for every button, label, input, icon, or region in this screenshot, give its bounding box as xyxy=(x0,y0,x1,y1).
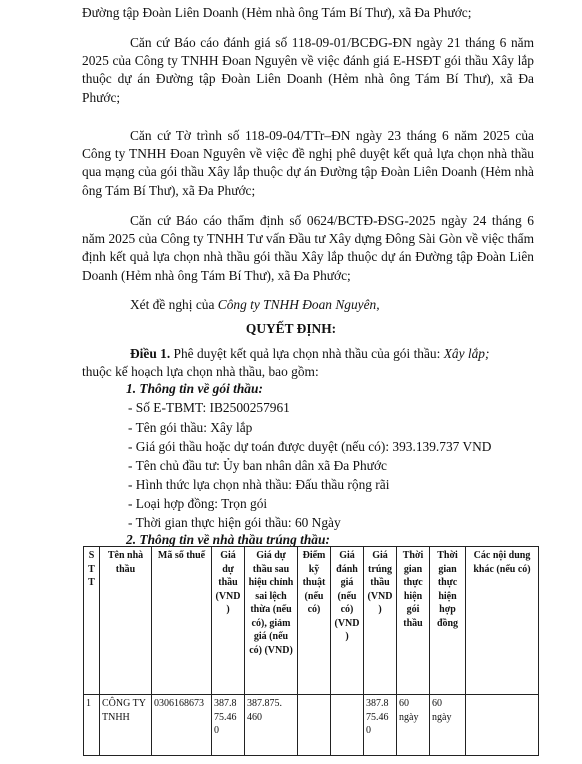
header-bid-price: Giá dự thầu (VND ) xyxy=(212,547,245,695)
list-item: - Giá gói thầu hoặc dự toán được duyệt (nếu có): 393.139.737 VND xyxy=(128,439,492,454)
article-1-line-2: thuộc kế hoạch lựa chọn nhà thầu, bao gồm: xyxy=(82,364,319,379)
table-row xyxy=(84,695,539,756)
header-bidder-name: Tên nhà thầu xyxy=(100,547,152,695)
section-2-title: 2. Thông tin về nhà thầu trúng thầu: xyxy=(126,532,330,547)
header-package-duration: Thời gian thực hiện gói thầu xyxy=(397,547,430,695)
header-contract-duration: Thời gian thực hiện hợp đồng xyxy=(430,547,466,695)
proposal-line xyxy=(130,296,380,314)
table-header-row xyxy=(84,547,539,695)
decision-title: QUYẾT ĐỊNH: xyxy=(245,321,337,336)
list-item: - Tên gói thầu: Xây lắp xyxy=(128,420,253,435)
header-technical-score: Điểm kỹ thuật (nếu có) xyxy=(298,547,331,695)
list-item: - Loại hợp đồng: Trọn gói xyxy=(128,496,268,511)
basis-paragraph-2: Căn cứ Tờ trình số 118-09-04/TTr–ĐN ngày 23 tháng 6 năm 2025 của Công ty TNHH Đoan Nguyên về việc đề nghị phê duyệt kết quả lựa chọn nhà thầu qua mạng của gói thầu Xây lắp thuộc dự án Đường tập Đoàn Liên Doanh (Hẻm nhà ông Tám Bí Thư), xã Đa Phước; xyxy=(82,128,534,198)
article-package: Xây lắp; xyxy=(443,346,490,361)
proposal-company: Công ty TNHH Đoan Nguyên, xyxy=(217,297,380,312)
list-item: - Số E-TBMT: IB2500257961 xyxy=(128,400,290,415)
article-text: Phê duyệt kết quả lựa chọn nhà thầu của gói thầu: xyxy=(170,346,444,361)
cell-stt: 1 xyxy=(84,695,100,756)
intro-tail: Đường tập Đoàn Liên Doanh (Hẻm nhà ông Tám Bí Thư), xã Đa Phước; xyxy=(82,5,472,20)
article-label: Điều 1. xyxy=(130,346,171,361)
list-item: - Hình thức lựa chọn nhà thầu: Đấu thầu rộng rãi xyxy=(128,477,390,492)
cell-other-content xyxy=(466,695,539,756)
cell-bid-price: 387.8 75.46 0 xyxy=(212,695,245,756)
cell-adjusted-bid-price: 387.875. 460 xyxy=(245,695,298,756)
cell-contract-duration: 60 ngày xyxy=(430,695,466,756)
basis-paragraph-3: Căn cứ Báo cáo thẩm định số 0624/BCTĐ-ĐSG-2025 ngày 24 tháng 6 năm 2025 của Công ty TNHH Tư vấn Đầu tư Xây dựng Đông Sài Gòn về việc thẩm định kết quả lựa chọn nhà thầu gói thầu Xây lắp thuộc dự án Đường tập Đoàn Liên Doanh (Hẻm nhà ông Tám Bí Thư), xã Đa Phước; xyxy=(82,213,534,283)
article-1-line xyxy=(130,345,489,363)
header-tax-code: Mã số thuế xyxy=(152,547,212,695)
cell-evaluated-price xyxy=(331,695,364,756)
cell-package-duration: 60 ngày xyxy=(397,695,430,756)
cell-winning-price: 387.8 75.46 0 xyxy=(364,695,397,756)
header-adjusted-bid-price: Giá dự thầu sau hiệu chỉnh sai lệch thừa (nếu có), giảm giá (nếu có) (VND) xyxy=(245,547,298,695)
proposal-prefix: Xét đề nghị của xyxy=(130,297,218,312)
section-1-title: 1. Thông tin về gói thầu: xyxy=(126,381,263,396)
winning-bidder-table xyxy=(83,546,539,756)
header-evaluated-price: Giá đánh giá (nếu có) (VND ) xyxy=(331,547,364,695)
cell-technical-score xyxy=(298,695,331,756)
header-other-content: Các nội dung khác (nếu có) xyxy=(466,547,539,695)
cell-bidder-name: CÔNG TY TNHH xyxy=(100,695,152,756)
basis-paragraph-1: Căn cứ Báo cáo đánh giá số 118-09-01/BCĐG-ĐN ngày 21 tháng 6 năm 2025 của Công ty TNHH Đoan Nguyên về việc đánh giá E-HSĐT gói thầu Xây lắp thuộc dự án Đường tập Đoàn Liên Doanh (Hẻm nhà ông Tám Bí Thư), xã Đa Phước; xyxy=(82,35,534,105)
header-stt: S T T xyxy=(84,547,100,695)
header-winning-price: Giá trúng thầu (VND ) xyxy=(364,547,397,695)
list-item: - Tên chủ đầu tư: Ủy ban nhân dân xã Đa Phước xyxy=(128,458,387,473)
cell-tax-code: 0306168673 xyxy=(152,695,212,756)
list-item: - Thời gian thực hiện gói thầu: 60 Ngày xyxy=(128,515,341,530)
